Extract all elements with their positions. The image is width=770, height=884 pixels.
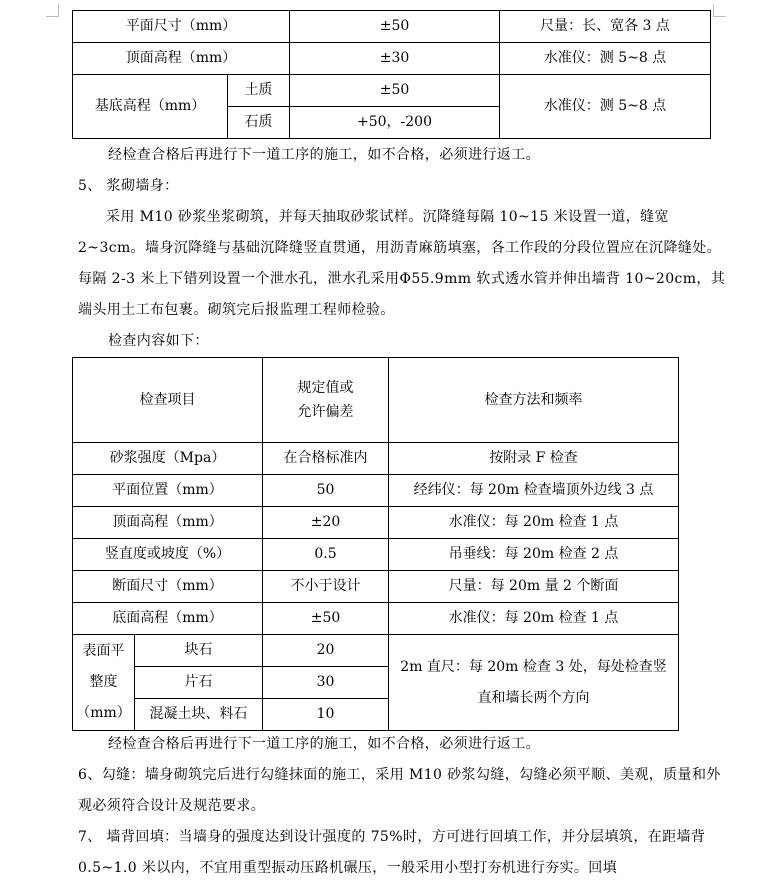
table-cell: ±20 <box>263 507 389 539</box>
table-cell: 吊垂线：每 20m 检查 2 点 <box>389 539 679 571</box>
top-inspection-table <box>72 10 711 139</box>
page-corner-mark-right <box>713 4 726 17</box>
table-cell: 顶面高程（mm） <box>73 507 263 539</box>
table-cell: 平面位置（mm） <box>73 475 263 507</box>
table-cell: 水准仪：每 20m 检查 1 点 <box>389 507 679 539</box>
check-intro: 检查内容如下： <box>108 333 209 349</box>
table-row <box>73 75 711 107</box>
table-cell: 0.5 <box>263 539 389 571</box>
table-cell: 顶面高程（mm） <box>73 43 290 75</box>
table-cell: 尺量：每 20m 量 2 个断面 <box>389 571 679 603</box>
flatness-label-cell <box>73 635 135 731</box>
masonry-check-table <box>72 357 679 731</box>
section-5-body: 采用 M10 砂浆坐浆砌筑，并每天抽取砂浆试样。沉降缝每隔 10~15 米设置一道，缝宽 2~3cm。墙身沉降缝与基础沉降缝竖直贯通，用沥青麻筋填塞，各工作段的分段位置应在沉降缝处。每隔 2-3 米上下错列设置一个泄水孔，泄水孔采用Φ55.9mm 软式透水管并伸出墙背 10~20cm，其端头用土工布包裹。砌筑完后报监理工程师检验。 <box>78 209 726 318</box>
table-cell: 竖直度或坡度（%） <box>73 539 263 571</box>
table-row <box>73 507 679 539</box>
table-cell: ±30 <box>290 43 500 75</box>
table-header-row <box>73 358 679 443</box>
table-cell: ±50 <box>263 603 389 635</box>
table-cell: 不小于设计 <box>263 571 389 603</box>
table-cell: 水准仪：每 20m 检查 1 点 <box>389 603 679 635</box>
table-row <box>73 603 679 635</box>
table-cell: 30 <box>263 667 389 699</box>
table-cell: 20 <box>263 635 389 667</box>
flatness-method-line2: 直和墙长两个方向 <box>477 689 590 706</box>
table-row <box>73 475 679 507</box>
table-cell: 片石 <box>135 667 263 699</box>
table-cell: 砂浆强度（Mpa） <box>73 443 263 475</box>
table-cell: 混凝土块、料石 <box>135 699 263 731</box>
table-cell: 土质 <box>228 75 290 107</box>
table-row <box>73 571 679 603</box>
table-cell: 块石 <box>135 635 263 667</box>
table-row <box>73 443 679 475</box>
table-row <box>73 11 711 43</box>
table-cell: 尺量：长、宽各 3 点 <box>500 11 711 43</box>
table-cell: ±50 <box>290 11 500 43</box>
header-allowed-value-line1: 规定值或 <box>297 379 354 396</box>
section-6-text: 6、勾缝：墙身砌筑完后进行勾缝抹面的施工，采用 M10 砂浆勾缝，勾缝必须平顺、美观，质量和外观必须符合设计及规范要求。 <box>78 767 721 814</box>
paragraph-after-top-table: 经检查合格后再进行下一道工序的施工，如不合格，必须进行返工。 <box>108 147 540 163</box>
table-cell: 基底高程（mm） <box>73 75 228 139</box>
table-cell: 平面尺寸（mm） <box>73 11 290 43</box>
table-row <box>73 635 679 667</box>
table-cell: +50，-200 <box>290 107 500 139</box>
table-cell: 50 <box>263 475 389 507</box>
table-cell: 经纬仪：每 20m 检查墙顶外边线 3 点 <box>389 475 679 507</box>
header-allowed-value-line2: 允许偏差 <box>297 404 354 420</box>
section-7-text: 7、 墙背回填：当墙身的强度达到设计强度的 75%时，方可进行回填工作，并分层填筑，在距墙背 0.5~1.0 米以内，不宜用重型振动压路机碾压，一般采用小型打夯机进行夯实。回填 <box>78 829 706 876</box>
table-cell: 底面高程（mm） <box>73 603 263 635</box>
table-cell: 水准仪：测 5~8 点 <box>500 43 711 75</box>
table-cell: 水准仪：测 5~8 点 <box>500 75 711 139</box>
table-cell: 10 <box>263 699 389 731</box>
header-method: 检查方法和频率 <box>389 358 679 443</box>
table-cell: ±50 <box>290 75 500 107</box>
page-corner-mark-left <box>46 4 59 17</box>
table-row <box>73 539 679 571</box>
paragraph-after-check-table: 经检查合格后再进行下一道工序的施工，如不合格，必须进行返工。 <box>108 736 540 752</box>
section-5-heading: 5、 浆砌墙身： <box>78 178 179 194</box>
flatness-label-line2: 整度 <box>89 674 118 690</box>
flatness-method-line1: 2m 直尺：每 20m 检查 3 处，每处检查竖 <box>400 658 667 675</box>
table-cell: 石质 <box>228 107 290 139</box>
table-cell: 断面尺寸（mm） <box>73 571 263 603</box>
table-cell: 按附录 F 检查 <box>389 443 679 475</box>
flatness-label-line1: 表面平 <box>82 643 125 659</box>
flatness-method-cell <box>389 635 679 731</box>
header-allowed-value <box>263 358 389 443</box>
header-check-item: 检查项目 <box>73 358 263 443</box>
table-row <box>73 43 711 75</box>
flatness-label-line3: （mm） <box>76 705 131 721</box>
table-cell: 在合格标准内 <box>263 443 389 475</box>
